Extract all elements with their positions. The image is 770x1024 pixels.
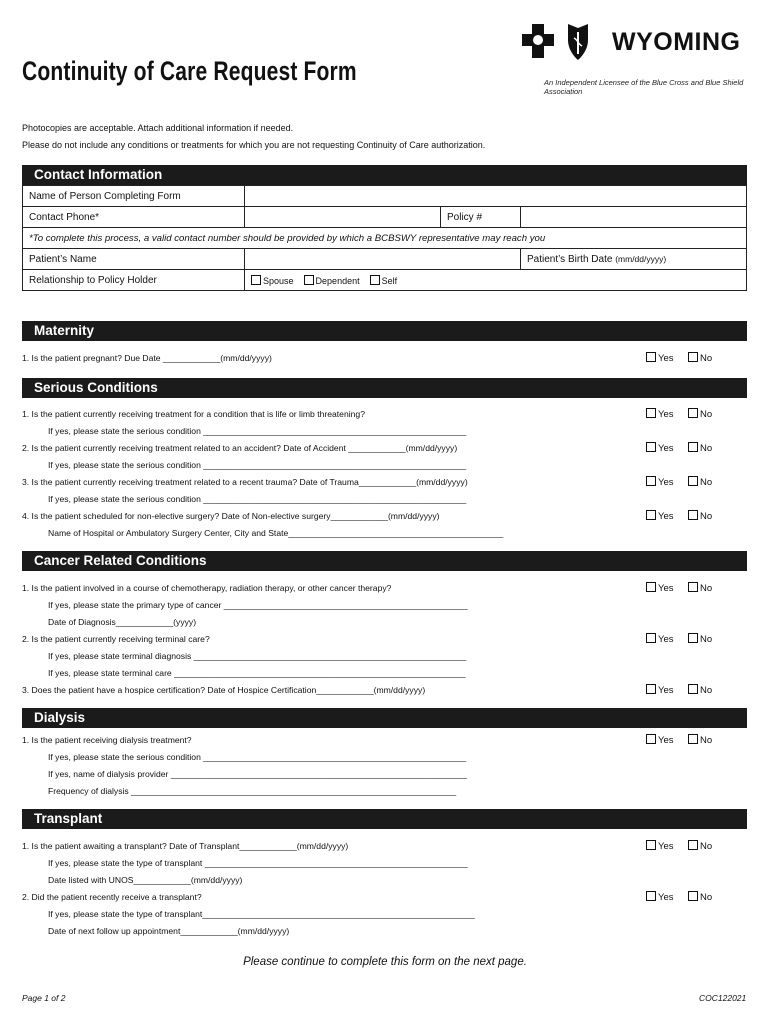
section-transplant-heading: Transplant [22, 809, 747, 829]
transplant-q2-followup[interactable]: Date of next follow up appointment____________(mm/dd/yyyy) [48, 926, 290, 936]
serious-q4-no[interactable]: No [688, 510, 712, 522]
transplant-q1-no[interactable]: No [688, 840, 712, 852]
cancer-q2: 2. Is the patient currently receiving terminal care? [22, 634, 210, 644]
serious-q2-detail[interactable]: If yes, please state the serious condition _______________________________________________________ [48, 460, 467, 470]
dialysis-q1-no[interactable]: No [688, 734, 712, 746]
serious-q2: 2. Is the patient currently receiving treatment related to an accident? Date of Accident ____________(mm/dd/yyyy) [22, 443, 458, 453]
serious-q1: 1. Is the patient currently receiving treatment for a condition that is life or limb threatening? [22, 409, 365, 419]
dialysis-q1: 1. Is the patient receiving dialysis treatment? [22, 735, 192, 745]
self-checkbox[interactable]: Self [370, 276, 398, 286]
birth-label: Patient’s Birth Date [527, 253, 613, 265]
brand-name: WYOMING [612, 28, 741, 56]
cancer-q2-care[interactable]: If yes, please state terminal care _____________________________________________________________ [48, 668, 466, 678]
serious-q1-no[interactable]: No [688, 408, 712, 420]
cancer-q2-yes[interactable]: Yes [646, 633, 674, 645]
cancer-q1-date[interactable]: Date of Diagnosis____________(yyyy) [48, 617, 197, 627]
patient-name-field[interactable] [245, 249, 521, 270]
section-serious-heading: Serious Conditions [22, 378, 747, 398]
serious-q2-yes[interactable]: Yes [646, 442, 674, 454]
serious-q3-yes[interactable]: Yes [646, 476, 674, 488]
policy-label: Policy # [441, 207, 521, 228]
page-number: Page 1 of 2 [22, 993, 66, 1003]
dependent-checkbox[interactable]: Dependent [304, 276, 360, 286]
section-dialysis-heading: Dialysis [22, 708, 747, 728]
serious-q3: 3. Is the patient currently receiving treatment related to a recent trauma? Date of Trauma____________(mm/dd/yyyy) [22, 477, 468, 487]
dialysis-q1-condition[interactable]: If yes, please state the serious condition _______________________________________________________ [48, 752, 467, 762]
cancer-q1-no[interactable]: No [688, 582, 712, 594]
transplant-q1-yes[interactable]: Yes [646, 840, 674, 852]
transplant-q2-yes[interactable]: Yes [646, 891, 674, 903]
spouse-checkbox[interactable]: Spouse [251, 276, 294, 286]
intro-line-2: Please do not include any conditions or treatments for which you are not requesting Continuity of Care authorization. [22, 140, 486, 150]
dialysis-q1-provider[interactable]: If yes, name of dialysis provider ______________________________________________________________ [48, 769, 468, 779]
phone-label: Contact Phone* [23, 207, 245, 228]
serious-q3-detail[interactable]: If yes, please state the serious condition _______________________________________________________ [48, 494, 467, 504]
transplant-q2: 2. Did the patient recently receive a transplant? [22, 892, 202, 902]
birth-date-cell[interactable] [521, 249, 747, 270]
relationship-label: Relationship to Policy Holder [23, 270, 245, 291]
serious-q4-detail[interactable]: Name of Hospital or Ambulatory Surgery Center, City and State_____________________________________________ [48, 528, 504, 538]
dialysis-q1-frequency[interactable]: Frequency of dialysis ____________________________________________________________________ [48, 786, 457, 796]
cancer-q3-no[interactable]: No [688, 684, 712, 696]
page-title: Continuity of Care Request Form [22, 56, 357, 86]
serious-q3-no[interactable]: No [688, 476, 712, 488]
cancer-q2-diagnosis[interactable]: If yes, please state terminal diagnosis _________________________________________________________ [48, 651, 467, 661]
patient-name-label: Patient’s Name [23, 249, 245, 270]
section-contact-heading: Contact Information [22, 165, 747, 185]
serious-q1-yes[interactable]: Yes [646, 408, 674, 420]
cancer-q1-yes[interactable]: Yes [646, 582, 674, 594]
dialysis-q1-yes[interactable]: Yes [646, 734, 674, 746]
relationship-options [245, 270, 747, 291]
section-cancer-heading: Cancer Related Conditions [22, 551, 747, 571]
name-field[interactable] [245, 186, 747, 207]
serious-q4-yes[interactable]: Yes [646, 510, 674, 522]
maternity-q1-yes[interactable]: Yes [646, 352, 674, 364]
bcbs-logo-icon [520, 22, 610, 70]
serious-q4: 4. Is the patient scheduled for non-elective surgery? Date of Non-elective surgery____________(mm/dd/yyyy) [22, 511, 440, 521]
cancer-q1-type[interactable]: If yes, please state the primary type of cancer ___________________________________________________ [48, 600, 468, 610]
transplant-q2-no[interactable]: No [688, 891, 712, 903]
section-maternity-heading: Maternity [22, 321, 747, 341]
name-label: Name of Person Completing Form [23, 186, 245, 207]
intro-line-1: Photocopies are acceptable. Attach additional information if needed. [22, 123, 294, 133]
contact-note: *To complete this process, a valid contact number should be provided by which a BCBSWY representative may reach you [23, 228, 747, 249]
transplant-q1: 1. Is the patient awaiting a transplant? Date of Transplant____________(mm/dd/yyyy) [22, 841, 349, 851]
cancer-q3-yes[interactable]: Yes [646, 684, 674, 696]
continue-note: Please continue to complete this form on the next page. [243, 956, 527, 968]
cancer-q3: 3. Does the patient have a hospice certification? Date of Hospice Certification____________(mm/dd/yyyy) [22, 685, 426, 695]
maternity-q1: 1. Is the patient pregnant? Due Date ____________(mm/dd/yyyy) [22, 353, 272, 363]
cancer-q1: 1. Is the patient involved in a course of chemotherapy, radiation therapy, or other cancer therapy? [22, 583, 392, 593]
cancer-q2-no[interactable]: No [688, 633, 712, 645]
birth-format: (mm/dd/yyyy) [615, 253, 667, 264]
form-code: COC122021 [699, 993, 747, 1003]
transplant-q1-type[interactable]: If yes, please state the type of transplant _______________________________________________________ [48, 858, 468, 868]
phone-field[interactable] [245, 207, 441, 228]
transplant-q2-type[interactable]: If yes, please state the type of transplant_________________________________________________________ [48, 909, 475, 919]
tagline: An Independent Licensee of the Blue Cross and Blue Shield Association [544, 78, 744, 96]
serious-q1-detail[interactable]: If yes, please state the serious condition _______________________________________________________ [48, 426, 467, 436]
transplant-q1-unos[interactable]: Date listed with UNOS____________(mm/dd/yyyy) [48, 875, 243, 885]
maternity-q1-no[interactable]: No [688, 352, 712, 364]
serious-q2-no[interactable]: No [688, 442, 712, 454]
contact-table [22, 185, 747, 291]
policy-field[interactable] [521, 207, 747, 228]
